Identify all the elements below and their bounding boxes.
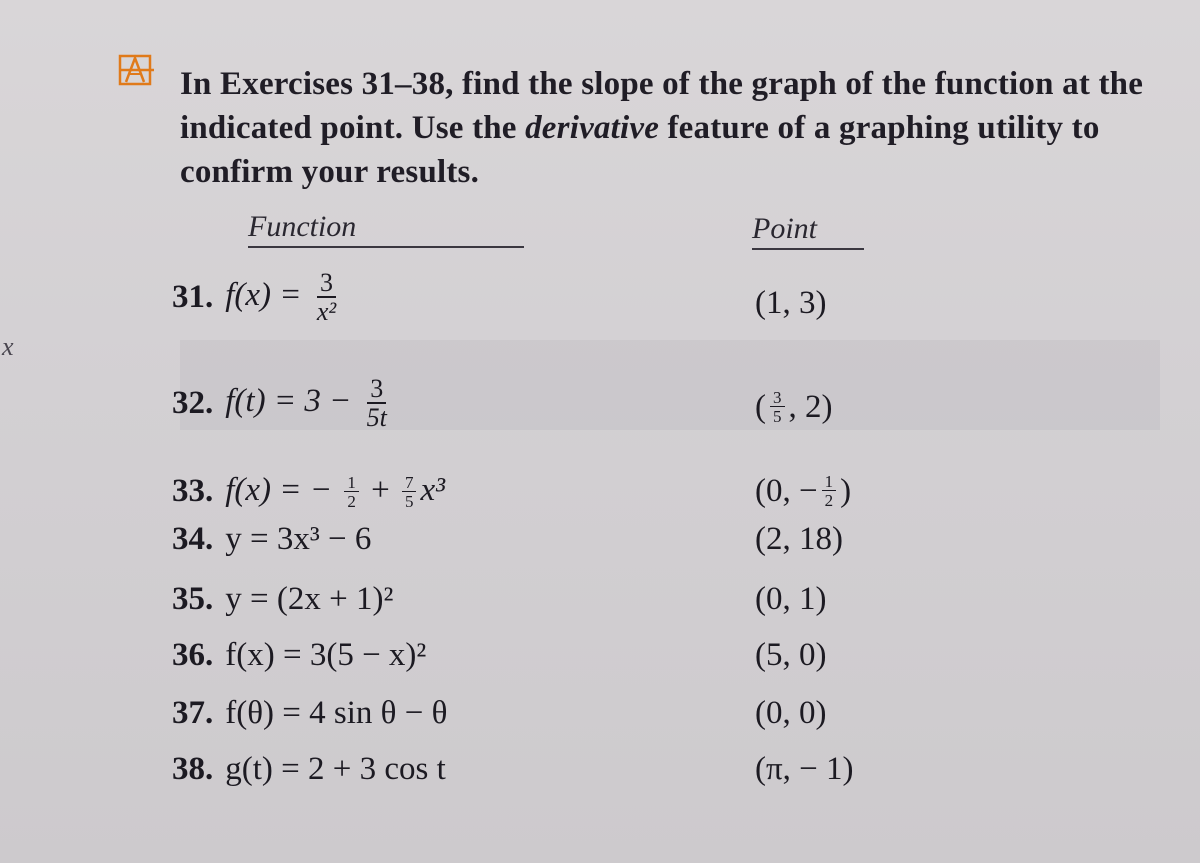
point-32: ( $\frac{3}{5}$ , 2) — [755, 388, 833, 426]
function-expression: f(θ) = 4 sin θ − θ — [225, 694, 448, 731]
column-header-function: Function — [248, 210, 357, 243]
point-37: (0, 0) — [755, 694, 827, 731]
column-rule-point — [752, 248, 864, 250]
fraction: $\frac{3}{5}$ — [770, 389, 785, 425]
exercise-row-38: 38. g(t) = 2 + 3 cos t — [172, 750, 446, 787]
exercise-row-31 — [172, 267, 343, 326]
point-34: (2, 18) — [755, 520, 843, 557]
column-rule-function — [248, 246, 524, 248]
margin-fragment: x — [2, 332, 14, 361]
fraction: $\frac{1}{2}$ — [344, 474, 359, 510]
exercise-instructions: In Exercises 31–38, find the slope of the graph of the function at the indicated point. Use the derivative feature of a graphing utility to confirm your results. — [180, 66, 1144, 190]
function-expression: f(x) = 3(5 − x)² — [225, 636, 427, 673]
point-36: (5, 0) — [755, 636, 827, 673]
point-38: (π, − 1) — [755, 750, 854, 787]
function-expression: f(t) = 3 − $\frac{3}{5t}$ — [225, 376, 394, 431]
fraction: $\frac{3}{5t}$ — [366, 373, 387, 432]
fraction: $\frac{1}{2}$ — [822, 473, 837, 509]
exercise-row-37: 37. f(θ) = 4 sin θ − θ — [172, 694, 448, 731]
point-35: (0, 1) — [755, 580, 827, 617]
function-expression: f(x) = − $\frac{1}{2}$ + $\frac{7}{5}$ x³ — [225, 471, 446, 512]
fraction: $\frac{7}{5}$ — [402, 474, 417, 510]
point-31: (1, 3) — [755, 284, 827, 321]
function-expression: y = (2x + 1)² — [225, 580, 394, 617]
exercise-row-32 — [172, 373, 394, 432]
exercise-number: 31. — [172, 278, 214, 315]
point-33: (0, − $\frac{1}{2}$ ) — [755, 472, 852, 510]
exercise-number: 33. — [172, 472, 214, 509]
exercise-row-36: 36. f(x) = 3(5 − x)² — [172, 636, 427, 673]
function-expression: g(t) = 2 + 3 cos t — [225, 750, 446, 787]
function-expression: y = 3x³ − 6 — [225, 520, 372, 557]
exercise-number: 32. — [172, 384, 214, 421]
exercise-row-34: 34. y = 3x³ − 6 — [172, 520, 372, 557]
column-header-point: Point — [752, 212, 817, 245]
exercise-row-35: 35. y = (2x + 1)² — [172, 580, 394, 617]
fraction: $\frac{3}{\text{x²}}$ — [316, 267, 337, 326]
function-expression: f(x) = $\frac{3}{\text{x²}}$ — [225, 270, 343, 325]
exercise-row-33 — [172, 466, 445, 516]
ai-translate-icon — [118, 52, 156, 88]
